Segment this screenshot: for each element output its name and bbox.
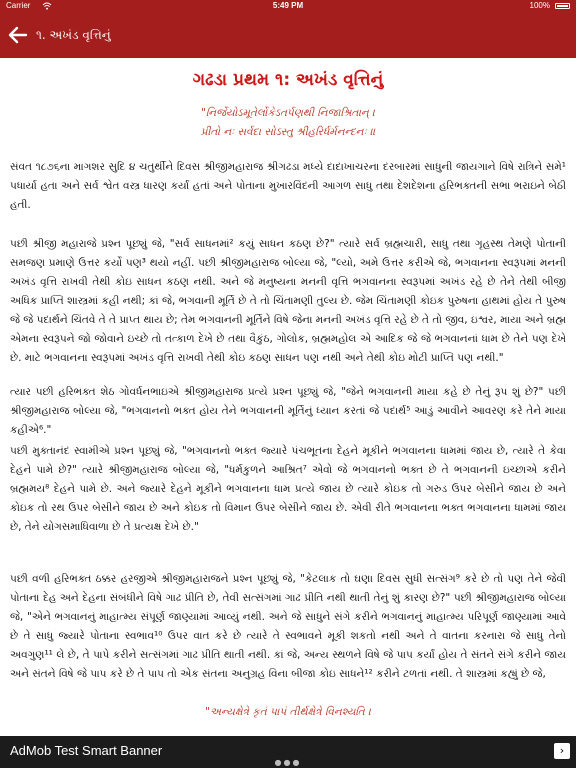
- page-dots: ●●●: [274, 758, 302, 767]
- battery-percent: 100%: [529, 1, 550, 10]
- status-bar: [0, 0, 576, 12]
- arrow-left-icon: [6, 23, 30, 47]
- nav-title: ૧. અખંડ વૃત્તિનું: [36, 28, 111, 42]
- chevron-right-icon[interactable]: ›: [554, 743, 570, 759]
- paragraph: પછી વળી હરિભક્ત ઠક્કર હરજીએ શ્રીજીમહારાજને પ્રશ્ન પૂછ્યું જે, "કેટલાક તો ઘણા દિવસ સુધી સત્સંગ⁹ કરે છે તો પણ તેને જેવી પોતાના દેહ અને દેહના સંબંધીને વિષે ગાઢ પ્રીતિ છે, તેવી સત્સંગમાં ગાઢ પ્રીતિ નથી થાતી તેનું શું કારણ છે?" પછી શ્રીજીમહારાજ બોલ્યા જે, "એને ભગવાનનું માહાત્મ્ય સંપૂર્ણ જાણ્યામાં આવ્યું નથી. અને જે સાધુને સંગે કરીને ભગવાનનું માહાત્મ્ય પરિપૂર્ણ જાણ્યામાં આવે છે તે સાધુ જ્યારે પોતાના સ્વભાવ¹⁰ ઉપર વાત કરે છે ત્યારે તે સ્વભાવને મૂકી શકતો નથી અને તે વાતના કરનારા જે સાધુ તેનો અવગુણ¹¹ લે છે, તે પાપે કરીને સત્સંગમાં ગાઢ પ્રીતિ થાતી નથી. કાં જે, અન્ય સ્થળને વિષે જે પાપ કર્યાં હોય તે સંતને સંગે કરીને જાય અને સંતને વિષે જે પાપ કરે છે તે પાપ તો એક સંતના અનુગ્રહ વિના બીજા કોઇ સાધને¹² કરીને ટળતાં નથી. તે શાસ્ત્રમાં કહ્યું છે જે,: [10, 573, 566, 680]
- paragraph: પછી મુક્તાનંદ સ્વામીએ પ્રશ્ન પૂછ્યું જે, "ભગવાનનો ભક્ત જ્યારે પંચભૂતના દેહને મૂકીને ભગવાનના ધામમાં જાય છે, ત્યારે તે કેવા દેહને પામે છે?" ત્યારે શ્રીજીમહારાજ બોલ્યા જે, "ધર્મકુળને આશ્રિત⁷ એવો જે ભગવાનનો ભક્ત છે તે ભગવાનની ઇચ્છાએ કરીને બ્રહ્મમય⁸ દેહને પામે છે. અને જ્યારે દેહને મૂકીને ભગવાનના ધામ પ્રત્યે જાય છે ત્યારે કોઇક તો ગરુડ ઉપર બેસીને જાય છે અને કોઇક તો રથ ઉપર બેસીને જાય છે અને કોઇક તો વિમાન ઉપર બેસીને જાય છે. એવી રીતે ભગવાનના ભક્ત ભગવાનના ધામમાં જાય છે, તેને યોગસમાધિવાળા છે તે પ્રત્યક્ષ દેખે છે.": [10, 445, 566, 533]
- carrier-label: Carrier: [6, 1, 31, 10]
- verse-line: પ્રીતો નઃ સર્વદા સોઽસ્તુ શ્રીહરિર્ધર્મનન્દનઃ ॥: [200, 126, 376, 138]
- back-button[interactable]: [6, 23, 30, 47]
- article-content[interactable]: [0, 58, 576, 736]
- verse-bottom: "અન્યક્ષેત્રે કૃતં પાપં તીર્થક્ષેત્રે વિનશ્યતિ ।: [205, 706, 371, 718]
- verse-top: [0, 104, 576, 142]
- paragraph: પછી શ્રીજી મહારાજે પ્રશ્ન પૂછ્યું જે, "સર્વ સાધનમાં² કયું સાધન કઠણ છે?" ત્યારે સર્વ બ્રહ્મચારી, સાધુ તથા ગૃહસ્થ તેમણે પોતાની સમજણ પ્રમાણે ઉત્તર કર્યો પણ³ થયો નહીં. પછી શ્રીજીમહારાજ બોલ્યા જે, "લ્યો, અમે ઉત્તર કરીએ જે, ભગવાનના સ્વરૂપમાં મનની અખંડ વૃત્તિ રાખવી તેથી કોઇ સાધન કઠણ નથી. અને જે મનુષ્યના મનની વૃત્તિ ભગવાનના સ્વરૂપમાં અખંડ રહે છે તેને તેથી બીજી અધિક પ્રાપ્તિ શાસ્ત્રમાં કહી નથી; કાં જે, ભગવાની મૂર્તિ છે તે તો ચિંતામણી તુલ્ય છે. જેમ ચિંતામણી કોઇક પુરુષના હાથમાં હોય તે પુરુષ જે જે પદાર્થને ચિંતવે તે તે પ્રાપ્ત થાય છે; તેમ ભગવાનની મૂર્તિને વિષે જેના મનની અખંડ વૃત્તિ રહે છે તે તો જીવ, ઇશ્વર, માયા અને બ્રહ્મ એમના સ્વરૂપને જો જોવાને ઇચ્છે તો તત્કાળ દેખે છે તથા વૈકુંઠ, ગોલોક, બ્રહ્મમહોલ એ આદિક જે જે ભગવાનનાં ધામ છે તેને પણ દેખે છે. માટે ભગવાનના સ્વરૂપમાં અખંડ વૃત્તિ રાખવી તેથી કોઇ કઠણ સાધન પણ નથી અને તેથી કોઇ મોટી પ્રાપ્તિ પણ નથી.": [10, 238, 566, 364]
- page-title: ગઢડા પ્રથમ ૧: અખંડ વૃત્તિનું: [192, 70, 384, 90]
- battery-icon: [555, 3, 570, 9]
- ad-banner[interactable]: [0, 736, 576, 768]
- verse-line: "નિર્જેયોઽમૂતેર્લોકેઽતર્પણથી નિજાશ્રિતાન્ ।: [201, 107, 375, 119]
- ad-text: AdMob Test Smart Banner: [10, 743, 163, 758]
- paragraph: સંવત ૧૮૭૬ના માગશર સુદિ ૪ ચતુર્થીને દિવસ શ્રીજીમહારાજ શ્રીગઢડા મધ્યે દાદાખાચરના દરબારમાં સાધુની જાયગાને વિષે રાત્રિને સમે¹ પધાર્યા હતા અને સર્વ શ્વેત વસ્ત્ર ધારણ કર્યાં હતાં અને પોતાના મુખારવિંદની આગળ સાધુ તથા દેશદેશના હરિભક્તની સભા ભરાઇને બેઠી હતી.: [10, 161, 566, 211]
- paragraph: ત્યાર પછી હરિભક્ત શેઠ ગોવર્ધનભાઇએ શ્રીજીમહારાજ પ્રત્યે પ્રશ્ન પૂછ્યું જે, "જેને ભગવાનની માયા કહે છે તેનું રૂપ શું છે?" પછી શ્રીજીમહારાજ બોલ્યા જે, "ભગવાનનો ભક્ત હોય તેને ભગવાનની મૂર્તિનું ધ્યાન કરતાં જે પદાર્થ⁵ આડું આવીને આવરણ કરે તેને માયા કહીએ⁶.": [10, 386, 566, 436]
- nav-bar: [0, 12, 576, 58]
- clock: 5:49 PM: [272, 1, 304, 10]
